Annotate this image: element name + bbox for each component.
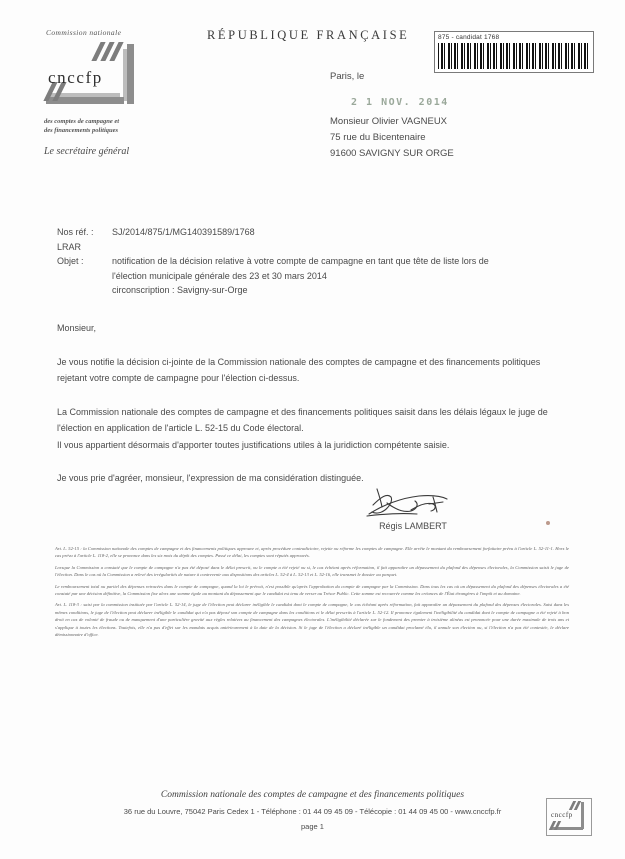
recipient-city: 91600 SAVIGNY SUR ORGE xyxy=(330,148,454,159)
legal-article-118-3: Art. L. 118-3 : saisi par la commission instituée par l'article L. 52-14, le juge de l'élection peut déclarer inéligible le candidat dont le compte de campagne, le cas échéant après réformation, fait apparaître un dépassement du plafond des dépenses électorales. Saisi dans les mêmes conditions, le juge de l'élection peut déclarer inéligible le candidat qui n'a pas déposé son compte de campagne dans les conditions et le délai prescrits à l'article L. 52-12. Il prononce également l'inéligibilité du candidat dont le compte de campagne a été rejeté à bon droit en cas de volonté de fraude ou de manquement d'une particulière gravité aux règles relatives au financement des campagnes électorales. L'inéligibilité déclarée sur le fondement des premier à troisième alinéas est prononcée pour une durée maximale de trois ans et s'applique à toutes les élections. Toutefois, elle n'a pas d'effet sur les mandats acquis antérieurement à la date de la décision. Si le juge de l'élection a déclaré inéligible un candidat proclamé élu, il annule son élection ou, si l'élection n'a pas été contestée, le déclare démissionnaire d'office. xyxy=(55,602,569,638)
reference-block xyxy=(57,225,567,298)
legal-paragraph-saisine: Lorsque la Commission a constaté que le compte de campagne n'a pas été déposé dans le délai prescrit, ou le compte a été rejeté ou si, le cas échéant après réformation, il fait apparaître un dépassement du plafond des dépenses électorales, la Commission saisit le juge de l'élection. Dans le cas où la Commission a relevé des irrégularités de nature à contrevenir aux dispositions des articles L. 52-4 à L. 52-13 et L. 52-16, elle transmet le dossier au parquet. xyxy=(55,564,569,578)
object-line-2: l'élection municipale générale des 23 et 30 mars 2014 xyxy=(112,270,327,281)
object-value xyxy=(112,254,567,298)
logo-wordmark: cnccfp xyxy=(48,68,103,87)
logo-top-text: Commission nationale xyxy=(46,28,122,37)
logo-subtitle-line-1: des comptes de campagne et xyxy=(44,118,120,125)
mail-type: LRAR xyxy=(57,241,82,252)
body-paragraph-2-line-2: Il vous appartient désormais d'apporter toutes justifications utiles à la juridiction compétente saisie. xyxy=(57,439,450,450)
barcode-image xyxy=(438,43,590,69)
cnccfp-logo-icon xyxy=(42,40,146,114)
object-line-3: circonscription : Savigny-sur-Orge xyxy=(112,285,248,295)
logo-subtitle-line-2: des financements politiques xyxy=(44,126,119,134)
legal-paragraph-remboursement: Le remboursement total ou partiel des dépenses retracées dans le compte de campagne, quand la loi le prévoit, n'est possible qu'après l'approbation du compte de campagne par la Commission. Dans tous les cas où un dépassement du plafond des dépenses électorales a été constaté par une décision définitive, la Commission fixe alors une somme égale au montant du dépassement que le candidat est tenu de verser au Trésor Public. Cette somme est recouvrée comme les créances de l'État étrangères à l'impôt et au domaine. xyxy=(55,583,569,597)
place-date-label: Paris, le xyxy=(330,71,365,82)
recipient-street: 75 rue du Bicentenaire xyxy=(330,132,426,143)
legal-notice xyxy=(55,545,569,642)
logo-role-label: Le secrétaire général xyxy=(44,146,130,157)
cnccfp-logo-block xyxy=(40,28,190,157)
logo-subtitle xyxy=(44,118,190,135)
republic-title: RÉPUBLIQUE FRANÇAISE xyxy=(207,28,410,42)
date-stamp: 2 1 NOV. 2014 xyxy=(351,97,449,108)
handwritten-signature-icon xyxy=(343,483,483,525)
reference-value: SJ/2014/875/1/MG140391589/1768 xyxy=(112,227,255,237)
barcode-box xyxy=(434,31,594,73)
reference-row xyxy=(57,225,567,240)
body-paragraph-1: Je vous notifie la décision ci-jointe de la Commission nationale des comptes de campagne et des financements politiques rejetant votre compte de campagne pour l'élection ci-dessus. xyxy=(57,356,541,383)
body-paragraph-2-line-1: La Commission nationale des comptes de campagne et des financements politiques saisit dans les délais légaux le juge de l'élection en application de l'article L. 52-15 du Code électoral. xyxy=(57,406,548,433)
barcode-label: 875 - candidat 1768 xyxy=(438,34,500,41)
object-row xyxy=(57,254,567,298)
recipient-name: Monsieur Olivier VAGNEUX xyxy=(330,116,448,127)
footer-page-number: page 1 xyxy=(301,822,324,831)
letter-body xyxy=(57,320,569,504)
salutation: Monsieur, xyxy=(57,323,97,333)
mail-type-row xyxy=(57,240,567,255)
object-key: Objet : xyxy=(57,256,84,266)
signature-block xyxy=(338,483,488,531)
recipient-address xyxy=(330,114,454,162)
scan-artifact-dot xyxy=(546,521,550,525)
legal-article-52-15: Art. L. 52-15 : la Commission nationale des comptes de campagne et des financements politiques approuve et, après procédure contradictoire, rejette ou réforme les comptes de campagne. Elle arrête le montant du remboursement forfaitaire prévu à l'article L. 52-11-1. Hors le cas prévu à l'article L. 118-2, elle se prononce dans les six mois du dépôt des comptes. Passé ce délai, les comptes sont réputés approuvés. xyxy=(55,546,569,559)
closing-formula: Je vous prie d'agréer, monsieur, l'expression de ma considération distinguée. xyxy=(57,473,364,483)
footer-logo-wordmark: cnccfp xyxy=(551,811,573,819)
reference-key: Nos réf. : xyxy=(57,227,94,237)
object-line-1: notification de la décision relative à votre compte de campagne en tant que tête de liste lors de xyxy=(112,256,489,266)
footer-cnccfp-logo-icon xyxy=(546,798,592,836)
footer-title: Commission nationale des comptes de campagne et des financements politiques xyxy=(160,790,465,800)
signatory-name: Régis LAMBERT xyxy=(379,521,447,531)
footer-contact: 36 rue du Louvre, 75042 Paris Cedex 1 - Téléphone : 01 44 09 45 09 - Télécopie : 01 44 09 45 00 - www.cnccfp.fr xyxy=(123,807,502,816)
